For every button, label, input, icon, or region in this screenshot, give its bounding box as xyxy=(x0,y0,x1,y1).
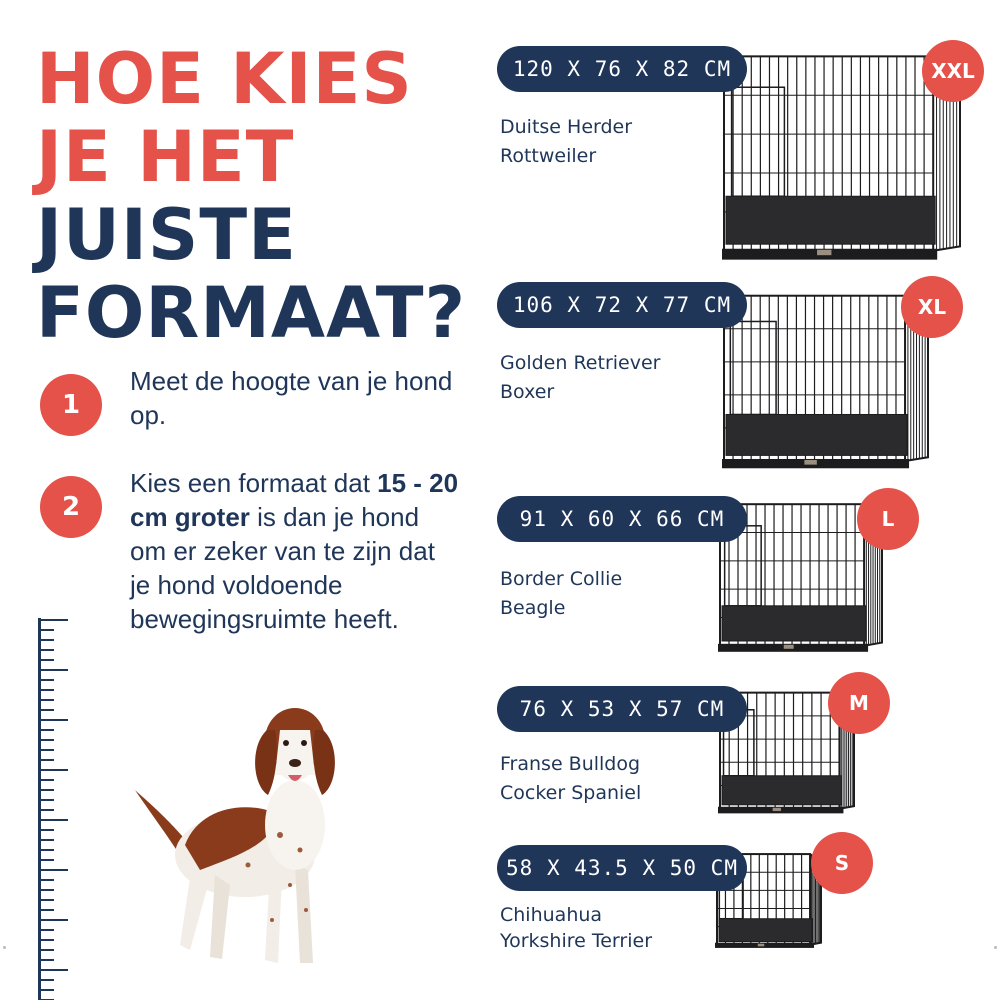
edge-dot xyxy=(3,946,6,949)
breed-name: Golden Retriever xyxy=(500,352,661,374)
step-number-badge: 2 xyxy=(40,476,102,538)
step-text: Meet de hoogte van je hond op. xyxy=(130,366,453,430)
breed-name: Chihuahua xyxy=(500,904,603,926)
breed-list xyxy=(500,565,622,623)
breed-list xyxy=(500,750,641,808)
breed-list xyxy=(500,349,660,407)
step-number-badge: 1 xyxy=(40,374,102,436)
breed-name: Beagle xyxy=(500,597,566,619)
step-text-part: is dan je hond om er zeker van te zijn dat je hond voldoende bewegingsruimte heeft. xyxy=(130,502,435,634)
step-text xyxy=(130,466,460,636)
height-ruler xyxy=(38,618,72,1000)
dimensions-pill: 76 X 53 X 57 CM xyxy=(497,686,747,732)
page-title xyxy=(36,40,496,352)
crate-icon xyxy=(722,288,930,474)
breed-name: Rottweiler xyxy=(500,145,597,167)
breed-list xyxy=(500,113,632,171)
size-badge: S xyxy=(811,832,873,894)
title-line-1: HOE KIES xyxy=(36,38,413,120)
edge-dot xyxy=(994,946,997,949)
size-badge: M xyxy=(828,672,890,734)
breed-name: Boxer xyxy=(500,381,555,403)
breed-name: Duitse Herder xyxy=(500,116,633,138)
title-line-2: JE HET xyxy=(36,116,295,198)
dimensions-pill: 106 X 72 X 77 CM xyxy=(497,282,747,328)
title-line-4: FORMAAT? xyxy=(36,272,467,354)
dog-illustration xyxy=(130,695,370,975)
step-text-part: Kies een formaat dat xyxy=(130,468,378,498)
step-text-highlight: 15 - 20 cm groter xyxy=(130,468,459,532)
breed-name: Border Collie xyxy=(500,568,623,590)
size-badge: L xyxy=(857,488,919,550)
breed-list xyxy=(500,902,652,954)
dimensions-pill: 58 X 43.5 X 50 CM xyxy=(497,845,747,891)
size-badge: XL xyxy=(901,276,963,338)
breed-name: Cocker Spaniel xyxy=(500,782,642,804)
breed-name: Yorkshire Terrier xyxy=(500,930,652,952)
size-badge: XXL xyxy=(922,40,984,102)
dimensions-pill: 91 X 60 X 66 CM xyxy=(497,496,747,542)
dimensions-pill: 120 X 76 X 82 CM xyxy=(497,46,747,92)
title-line-3: JUISTE xyxy=(36,194,297,276)
breed-name: Franse Bulldog xyxy=(500,753,641,775)
